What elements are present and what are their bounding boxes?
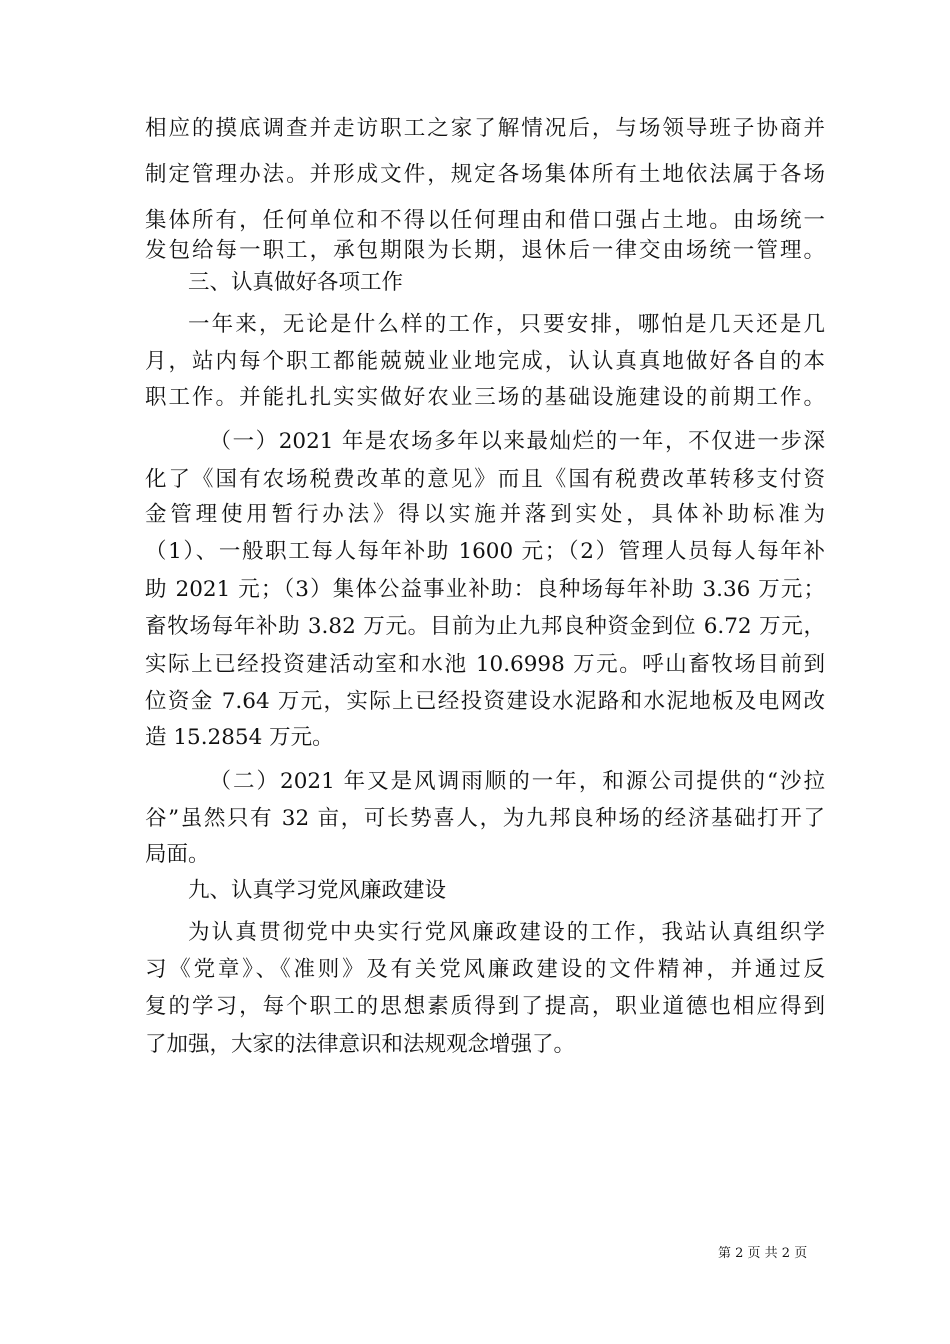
text-line: 金管理使用暂行办法》得以实施并落到实处，具体补助标准为 [145,502,825,527]
text-line: 化了《国有农场税费改革的意见》而且《国有税费改革转移支付资 [145,467,825,492]
text-line: 谷”虽然只有 32 亩，可长势喜人，为九邦良种场的经济基础打开了 [145,806,825,831]
text-line: 集体所有，任何单位和不得以任何理由和借口强占土地。由场统一 [145,208,825,233]
text-line: （一）2021 年是农场多年以来最灿烂的一年，不仅进一步深 [209,429,825,454]
text-line: （1）、一般职工每人每年补助 1600 元；（2）管理人员每人每年补 [145,539,825,564]
text-line: 一年来，无论是什么样的工作，只要安排，哪怕是几天还是几 [188,312,825,337]
text-line: 实际上已经投资建活动室和水池 10.6998 万元。呼山畜牧场目前到 [145,652,825,677]
text-line: 制定管理办法。并形成文件，规定各场集体所有土地依法属于各场 [145,162,825,187]
text-line: 了加强，大家的法律意识和法规观念增强了。 [145,1032,576,1057]
text-line: 造 15.2854 万元。 [145,725,334,750]
text-line: 局面。 [145,842,210,867]
text-line: 发包给每一职工，承包期限为长期，退休后一律交由场统一管理。 [145,238,825,263]
text-line: 助 2021 元；（3）集体公益事业补助：良种场每年补助 3.36 万元； [145,577,825,602]
text-line: 三、认真做好各项工作 [188,270,404,295]
text-line: 位资金 7.64 万元，实际上已经投资建设水泥路和水泥地板及电网改 [145,689,825,714]
text-line: 相应的摸底调查并走访职工之家了解情况后，与场领导班子协商并 [145,116,825,141]
text-line: 为认真贯彻党中央实行党风廉政建设的工作，我站认真组织学 [188,920,825,945]
text-line: 畜牧场每年补助 3.82 万元。目前为止九邦良种资金到位 6.72 万元， [145,614,825,639]
text-line: 九、认真学习党风廉政建设 [188,878,447,903]
text-line: （二）2021 年又是风调雨顺的一年，和源公司提供的“沙拉 [209,769,825,794]
page-footer: 第 2 页 共 2 页 [718,1246,808,1261]
text-line: 职工作。并能扎扎实实做好农业三场的基础设施建设的前期工作。 [145,385,825,410]
text-line: 月，站内每个职工都能兢兢业业地完成，认认真真地做好各自的本 [145,349,825,374]
text-line: 复的学习，每个职工的思想素质得到了提高，职业道德也相应得到 [145,994,825,1019]
text-line: 习《党章》、《准则》及有关党风廉政建设的文件精神，并通过反 [145,957,825,982]
